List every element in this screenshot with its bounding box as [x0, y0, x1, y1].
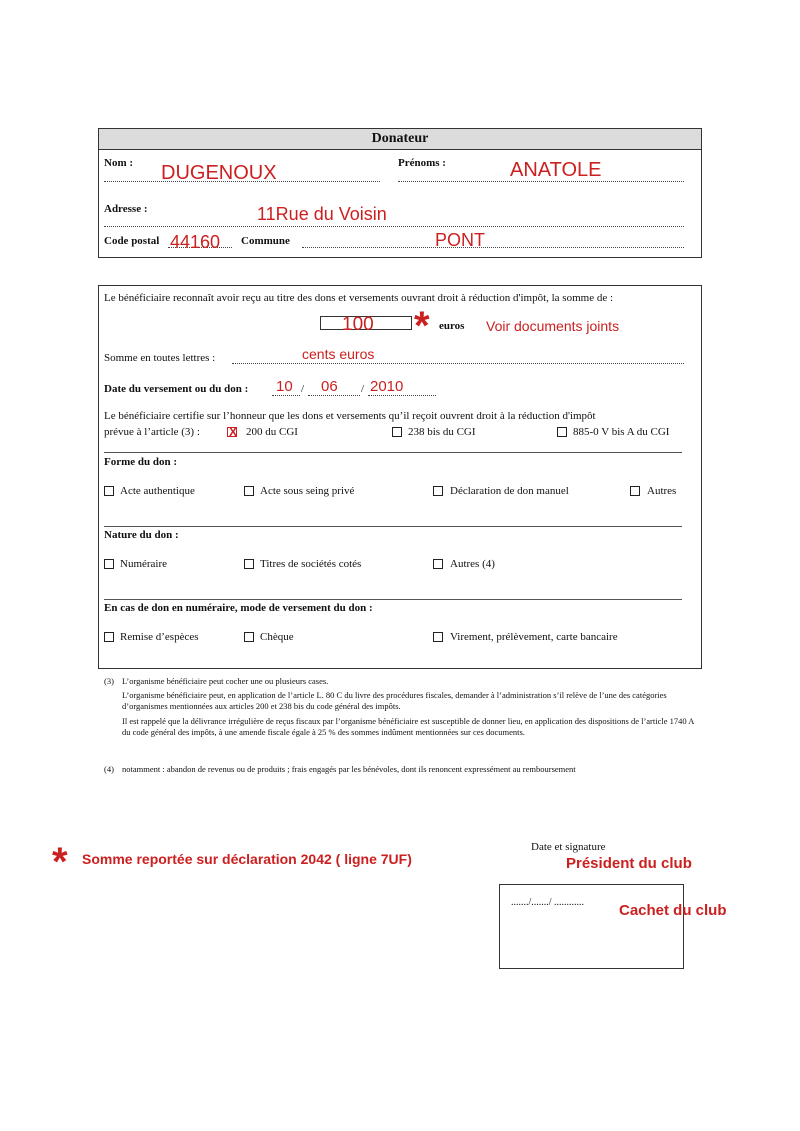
- amount-value[interactable]: 100: [342, 314, 374, 335]
- nom-label: Nom :: [104, 157, 134, 169]
- article-200-checkbox[interactable]: [227, 427, 237, 437]
- date-sep-2: /: [361, 383, 365, 395]
- beneficiary-intro: Le bénéficiaire reconnaît avoir reçu au titre des dons et versements ouvrant droit à réduction d'impôt, la somme de :: [104, 292, 614, 304]
- adresse-value[interactable]: 11Rue du Voisin: [257, 204, 387, 224]
- adresse-field-line[interactable]: [104, 226, 684, 227]
- mode-cheque-checkbox[interactable]: [244, 632, 254, 642]
- date-month-value[interactable]: 06: [321, 378, 338, 395]
- date-sep-1: /: [301, 383, 305, 395]
- date-day-value[interactable]: 10: [276, 378, 293, 395]
- forme-title: Forme du don :: [104, 456, 178, 468]
- adresse-label: Adresse :: [104, 203, 148, 215]
- president-annotation: Président du club: [566, 855, 692, 872]
- nature-autres-checkbox[interactable]: [433, 559, 443, 569]
- commune-field-line[interactable]: [302, 247, 684, 248]
- divider-nature: [104, 526, 682, 527]
- note-3-text-b: L’organisme bénéficiaire peut, en application de l’article L. 80 C du livre des procédures fiscales, demander à l’administration s’il relève de l’une des catégories d’organismes mentionnées aux articles 200 et 238 bis du code général des impôts.: [122, 690, 667, 711]
- article-885-checkbox[interactable]: [557, 427, 567, 437]
- nature-autres-label: Autres (4): [450, 558, 495, 570]
- note-3-number: (3): [104, 676, 114, 686]
- nature-numeraire-checkbox[interactable]: [104, 559, 114, 569]
- donor-title: Donateur: [371, 131, 429, 146]
- commune-label: Commune: [241, 235, 290, 247]
- date-day-line[interactable]: [272, 395, 300, 396]
- forme-don-manuel-checkbox[interactable]: [433, 486, 443, 496]
- letters-field-line[interactable]: [232, 363, 684, 364]
- prenoms-value[interactable]: ANATOLE: [510, 159, 602, 181]
- nature-titres-label: Titres de sociétés cotés: [260, 558, 362, 570]
- mode-cheque-label: Chèque: [260, 631, 294, 643]
- article-200-label: 200 du CGI: [246, 426, 298, 438]
- forme-seing-prive-label: Acte sous seing privé: [260, 485, 355, 497]
- certify-line-1: Le bénéficiaire certifie sur l’honneur que les dons et versements qu’il reçoit ouvrent droit à la réduction d'impôt: [104, 410, 596, 422]
- forme-seing-prive-checkbox[interactable]: [244, 486, 254, 496]
- article-238-label: 238 bis du CGI: [408, 426, 476, 438]
- mode-virement-label: Virement, prélèvement, carte bancaire: [450, 631, 618, 643]
- commune-value[interactable]: PONT: [435, 230, 486, 250]
- date-year-line[interactable]: [368, 395, 436, 396]
- article-238-checkbox[interactable]: [392, 427, 402, 437]
- forme-autres-label: Autres: [647, 485, 677, 497]
- amount-note: Voir documents joints: [486, 318, 620, 334]
- note-4-number: (4): [104, 764, 114, 774]
- code-postal-label: Code postal: [104, 235, 160, 247]
- nature-title: Nature du don :: [104, 529, 179, 541]
- euros-label: euros: [439, 320, 465, 332]
- somme-reportee-note: Somme reportée sur déclaration 2042 ( ligne 7UF): [82, 851, 412, 867]
- article-885-label: 885-0 V bis A du CGI: [573, 426, 670, 438]
- mode-especes-label: Remise d’espèces: [120, 631, 199, 643]
- date-label: Date du versement ou du don :: [104, 383, 249, 395]
- date-year-value[interactable]: 2010: [370, 378, 404, 395]
- nature-numeraire-label: Numéraire: [120, 558, 168, 570]
- date-month-line[interactable]: [308, 395, 360, 396]
- footer-asterisk: *: [52, 840, 68, 884]
- letters-value[interactable]: cents euros: [302, 346, 375, 362]
- nature-titres-checkbox[interactable]: [244, 559, 254, 569]
- certify-line-2: prévue à l’article (3) :: [104, 426, 200, 438]
- mode-title: En cas de don en numéraire, mode de versement du don :: [104, 602, 373, 614]
- divider-mode: [104, 599, 682, 600]
- code-postal-value[interactable]: 44160: [170, 232, 221, 252]
- note-3-text-a: L’organisme bénéficiaire peut cocher une ou plusieurs cases.: [122, 676, 329, 686]
- forme-don-manuel-label: Déclaration de don manuel: [450, 485, 569, 497]
- donor-title-bar: [99, 129, 701, 150]
- note-4-text: notamment : abandon de revenus ou de produits ; frais engagés par les bénévoles, dont ils renoncent expressément au remboursement: [122, 764, 576, 774]
- amount-asterisk: *: [414, 304, 430, 348]
- cachet-annotation: Cachet du club: [619, 902, 727, 919]
- divider-forme: [104, 452, 682, 453]
- nom-value[interactable]: DUGENOUX: [161, 162, 277, 184]
- date-signature-label: Date et signature: [531, 841, 606, 853]
- mode-especes-checkbox[interactable]: [104, 632, 114, 642]
- forme-autres-checkbox[interactable]: [630, 486, 640, 496]
- prenoms-label: Prénoms :: [398, 157, 446, 169]
- letters-label: Somme en toutes lettres :: [104, 352, 216, 364]
- mode-virement-checkbox[interactable]: [433, 632, 443, 642]
- forme-acte-authentique-checkbox[interactable]: [104, 486, 114, 496]
- signature-date-dots[interactable]: ......./......./ ............: [511, 897, 585, 908]
- forme-acte-authentique-label: Acte authentique: [120, 485, 195, 497]
- note-3-text-c: Il est rappelé que la délivrance irrégulière de reçus fiscaux par l’organisme bénéficiaire est susceptible de donner lieu, en application des dispositions de l’article 1740 A du code général des impôts, à une amende fiscale égale à 25 % des sommes indûment mentionnées sur ces documents.: [122, 716, 694, 737]
